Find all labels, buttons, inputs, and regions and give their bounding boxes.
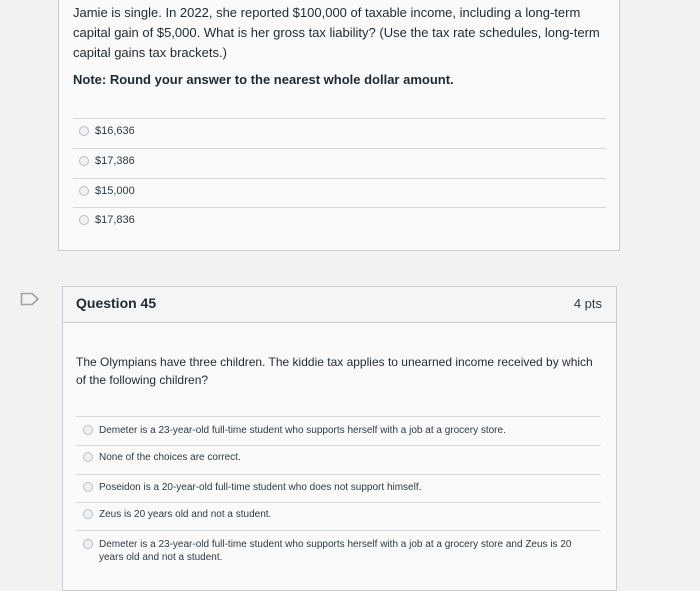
answer-divider xyxy=(76,474,601,475)
question-45-card xyxy=(62,286,617,591)
answer-divider xyxy=(73,178,606,179)
answer-label: Demeter is a 23-year-old full-time student who supports herself with a job at a grocery store. xyxy=(99,425,506,436)
question-header xyxy=(63,287,616,323)
radio-icon[interactable] xyxy=(79,186,89,196)
radio-icon[interactable] xyxy=(79,215,89,225)
question-1-note: Note: Round your answer to the nearest whole dollar amount. xyxy=(73,72,454,87)
answer-option-1[interactable] xyxy=(83,424,583,437)
radio-icon[interactable] xyxy=(83,539,93,549)
answer-label: $17,836 xyxy=(95,214,135,226)
answer-label: $15,000 xyxy=(95,185,135,197)
radio-icon[interactable] xyxy=(83,452,93,462)
question-title: Question 45 xyxy=(76,295,157,311)
answer-divider xyxy=(76,416,601,417)
radio-icon[interactable] xyxy=(83,482,93,492)
answer-option-3[interactable] xyxy=(79,185,135,197)
answer-option-1[interactable] xyxy=(79,125,135,137)
answer-label: $17,386 xyxy=(95,155,135,167)
answer-label: Demeter is a 23-year-old full-time student who supports herself with a job at a grocery store and Zeus is 20 years old and not a student. xyxy=(99,539,572,563)
answer-option-5[interactable] xyxy=(83,538,583,564)
answer-divider xyxy=(76,530,601,531)
answer-label: Poseidon is a 20-year-old full-time student who does not support himself. xyxy=(99,482,422,493)
answer-option-2[interactable] xyxy=(83,451,583,464)
answer-divider xyxy=(73,118,606,119)
question-points: 4 pts xyxy=(573,296,602,311)
answer-option-3[interactable] xyxy=(83,481,583,494)
radio-icon[interactable] xyxy=(83,425,93,435)
answer-divider xyxy=(73,207,606,208)
answer-option-2[interactable] xyxy=(79,155,135,167)
answer-option-4[interactable] xyxy=(83,508,583,521)
radio-icon[interactable] xyxy=(79,156,89,166)
flag-outline-icon[interactable] xyxy=(20,292,40,306)
answer-label: None of the choices are correct. xyxy=(99,452,241,463)
radio-icon[interactable] xyxy=(83,509,93,519)
question-1-text: Jamie is single. In 2022, she reported $100,000 of taxable income, including a long-term capital gain of $5,000. What is her gross tax liability? (Use the tax rate schedules, long-term capital gains tax brackets.) xyxy=(73,5,600,60)
answer-divider xyxy=(73,148,606,149)
radio-icon[interactable] xyxy=(79,126,89,136)
answer-divider xyxy=(76,502,601,503)
answer-option-4[interactable] xyxy=(79,214,135,226)
answer-divider xyxy=(76,445,601,446)
answer-label: Zeus is 20 years old and not a student. xyxy=(99,509,272,520)
answer-label: $16,636 xyxy=(95,125,135,137)
question-45-text: The Olympians have three children. The kiddie tax applies to unearned income received by which of the following children? xyxy=(76,355,593,387)
